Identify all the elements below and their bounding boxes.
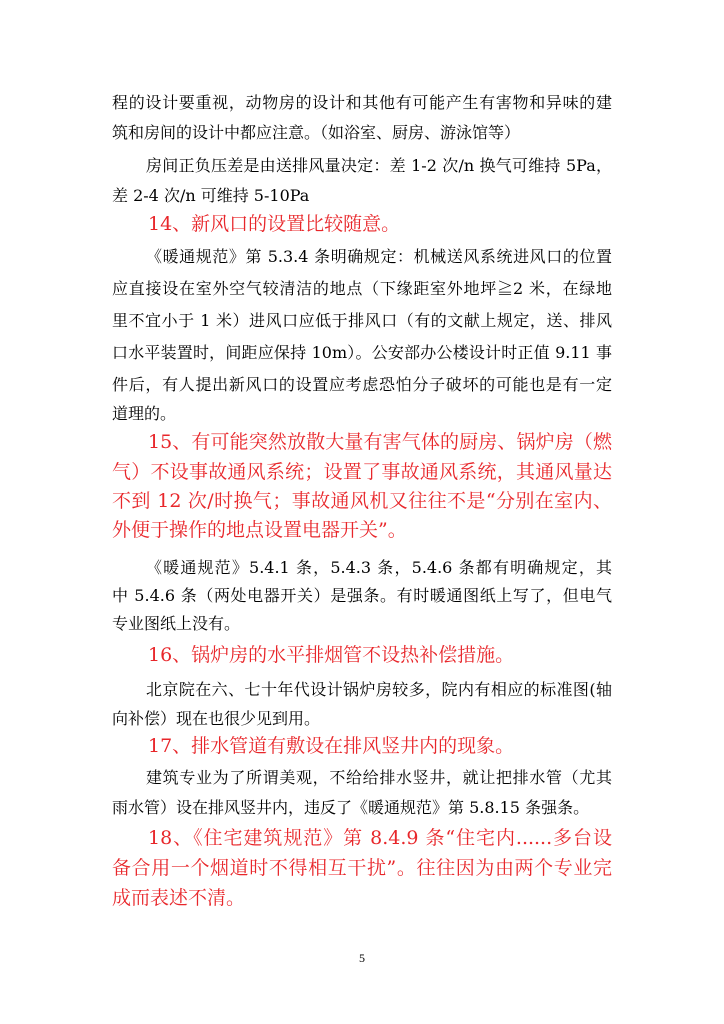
- heading-line: 15、有可能突然放散大量有害气体的厨房、锅炉房（燃: [148, 431, 612, 453]
- heading-line: 备合用一个烟道时不得相互干扰”。往往因为由两个专业完: [112, 857, 612, 879]
- body-line: 《暖通规范》第 5.3.4 条明确规定：机械送风系统进风口的位置: [146, 247, 612, 266]
- page-number: 5: [359, 951, 365, 965]
- body-line: 道理的。: [112, 404, 177, 423]
- body-line: 口水平装置时，间距应保持 10m）。公安部办公楼设计时正值 9.11 事: [112, 343, 612, 362]
- body-line: 差 2-4 次/n 可维持 5-10Pa: [112, 186, 310, 205]
- heading-line: 14、新风口的设置比较随意。: [148, 213, 401, 235]
- heading-line: 不到 12 次/时换气；事故通风机又往往不是“分别在室内、: [112, 490, 612, 512]
- body-line: 房间正负压差是由送排风量决定：差 1-2 次/n 换气可维持 5Pa，: [146, 156, 612, 175]
- body-line: 建筑专业为了所谓美观，不给给排水竖井，就让把排水管（尤其: [146, 768, 612, 787]
- heading-line: 外便于操作的地点设置电器开关”。: [112, 519, 407, 541]
- heading-line: 18、《住宅建筑规范》第 8.4.9 条“住宅内......多台设: [148, 827, 612, 849]
- body-line: 北京院在六、七十年代设计锅炉房较多，院内有相应的标准图(轴: [146, 680, 612, 699]
- heading-line: 17、排水管道有敷设在排风竖井内的现象。: [148, 735, 515, 757]
- heading-line: 成而表述不清。: [112, 887, 246, 909]
- body-line: 向补偿）现在也很少见到用。: [112, 709, 321, 728]
- body-line: 专业图纸上没有。: [112, 614, 241, 633]
- body-line: 筑和房间的设计中都应注意。（如浴室、厨房、游泳馆等）: [112, 123, 521, 142]
- body-line: 中 5.4.6 条（两处电器开关）是强条。有时暖通图纸上写了，但电气: [112, 586, 612, 605]
- heading-line: 16、锅炉房的水平排烟管不设热补偿措施。: [148, 644, 515, 666]
- body-line: 《暖通规范》5.4.1 条，5.4.3 条，5.4.6 条都有明确规定，其: [146, 558, 612, 577]
- heading-line: 气）不设事故通风系统；设置了事故通风系统，其通风量达: [112, 461, 612, 483]
- body-line: 里不宜小于 1 米）进风口应低于排风口（有的文献上规定，送、排风: [112, 311, 612, 330]
- body-line: 应直接设在室外空气较清洁的地点（下缘距室外地坪≧2 米，在绿地: [112, 279, 612, 298]
- body-line: 件后，有人提出新风口的设置应考虑恐怕分子破坏的可能也是有一定: [112, 375, 612, 394]
- body-line: 雨水管）设在排风竖井内，违反了《暖通规范》第 5.8.15 条强条。: [112, 798, 590, 817]
- body-line: 程的设计要重视，动物房的设计和其他有可能产生有害物和异味的建: [112, 93, 612, 112]
